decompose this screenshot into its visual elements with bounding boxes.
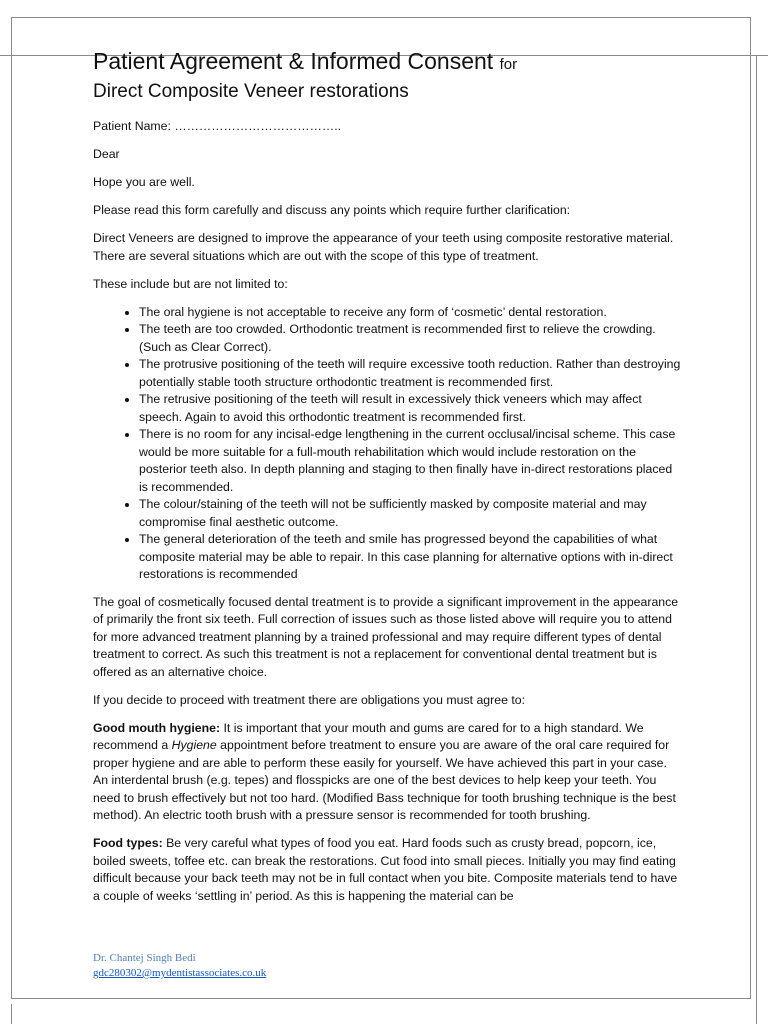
title-main: Patient Agreement & Informed Consent — [93, 48, 494, 74]
situations-list — [93, 304, 683, 584]
goal-paragraph: The goal of cosmetically focused dental treatment is to provide a significant improvement in the appearance of primarily the front six teeth. Full correction of issues such as those listed above will require you to attend for more advanced treatment planning by a trained professional and may require different types of dental treatment to correct. As such this treatment is not a replacement for conventional dental treatment but is offered as an alternative choice. — [93, 594, 679, 679]
footer-author-name: Dr. Chantej Singh Bedi — [93, 952, 196, 964]
food-paragraph — [93, 835, 683, 905]
obligations-line: If you decide to proceed with treatment there are obligations you must agree to: — [93, 692, 526, 707]
list-item: • The colour/staining of the teeth will not be sufficiently masked by composite material and may compromise final aesthetic outcome. — [139, 496, 683, 531]
document-title — [93, 48, 683, 78]
document-body — [93, 118, 683, 905]
patient-name-line: Patient Name: ………………………………….. — [93, 119, 342, 133]
include-label: These include but are not limited to: — [93, 276, 288, 291]
hygiene-italic: Hygiene — [171, 738, 217, 752]
page-frame-left-edge — [11, 1004, 12, 1024]
list-item: • There is no room for any incisal-edge lengthening in the current occlusal/incisal scheme. This case would be more suitable for a full-mouth rehabilitation which would include restoration on the posterior teeth also. In depth planning and staging to then finally have in-direct restorations placed is recommended. — [139, 426, 683, 496]
list-item: • The teeth are too crowded. Orthodontic treatment is recommended first to relieve the crowding. (Such as Clear Correct). — [139, 321, 683, 356]
document-footer — [93, 951, 266, 981]
hygiene-text-2: appointment before treatment to ensure you are aware of the oral care required for proper hygiene and are able to perform these easily for yourself. We have achieved this part in your case. An interdental brush (e.g. tepes) and flosspicks are one of the best devices to help keep your teeth. You need to brush effectively but not too hard. (Modified Bass technique for tooth brushing technique is the best method). An electric tooth brush with a pressure sensor is recommended for tooth brushing. — [93, 738, 676, 822]
hygiene-paragraph — [93, 720, 683, 825]
list-item: • The oral hygiene is not acceptable to receive any form of ‘cosmetic’ dental restoration. — [139, 304, 683, 322]
page-frame-right-edge — [756, 55, 757, 1024]
food-label: Food types: — [93, 836, 163, 850]
hygiene-label: Good mouth hygiene: — [93, 720, 221, 735]
list-item: • The general deterioration of the teeth and smile has progressed beyond the capabilities of what composite material may be able to repair. In this case planning for alternative options with in-direct restorations is recommended — [139, 531, 683, 584]
list-item: • The retrusive positioning of the teeth will result in excessively thick veneers which may affect speech. Again to avoid this orthodontic treatment is recommended first. — [139, 391, 683, 426]
consent-document — [93, 48, 683, 916]
title-for: for — [499, 56, 518, 73]
list-item: • The protrusive positioning of the teeth will require excessive tooth reduction. Rather than destroying potentially stable tooth structure orthodontic treatment is recommended first. — [139, 356, 683, 391]
intro-paragraph: Direct Veneers are designed to improve the appearance of your teeth using composite restorative material. There are several situations which are out with the scope of this type of treatment. — [93, 231, 674, 263]
please-read-line: Please read this form carefully and discuss any points which require further clarification: — [93, 203, 571, 217]
footer-email-link[interactable]: gdc280302@mydentistassociates.co.uk — [93, 967, 267, 979]
food-text: Be very careful what types of food you eat. Hard foods such as crusty bread, popcorn, ice, boiled sweets, toffee etc. can break the restorations. Cut food into small pieces. Initially you may find eating difficult because your back teeth may not be in full contact when you bite. Composite materials tend to have a couple of weeks ‘settling in’ period. As this is happening the material can be — [93, 836, 678, 903]
hope-line: Hope you are well. — [93, 175, 195, 189]
greeting: Dear — [93, 147, 120, 161]
hygiene-text-1: It is important that your mouth and gums are cared for to a high standard. We recommend a — [93, 720, 644, 752]
document-subtitle: Direct Composite Veneer restorations — [93, 81, 409, 102]
